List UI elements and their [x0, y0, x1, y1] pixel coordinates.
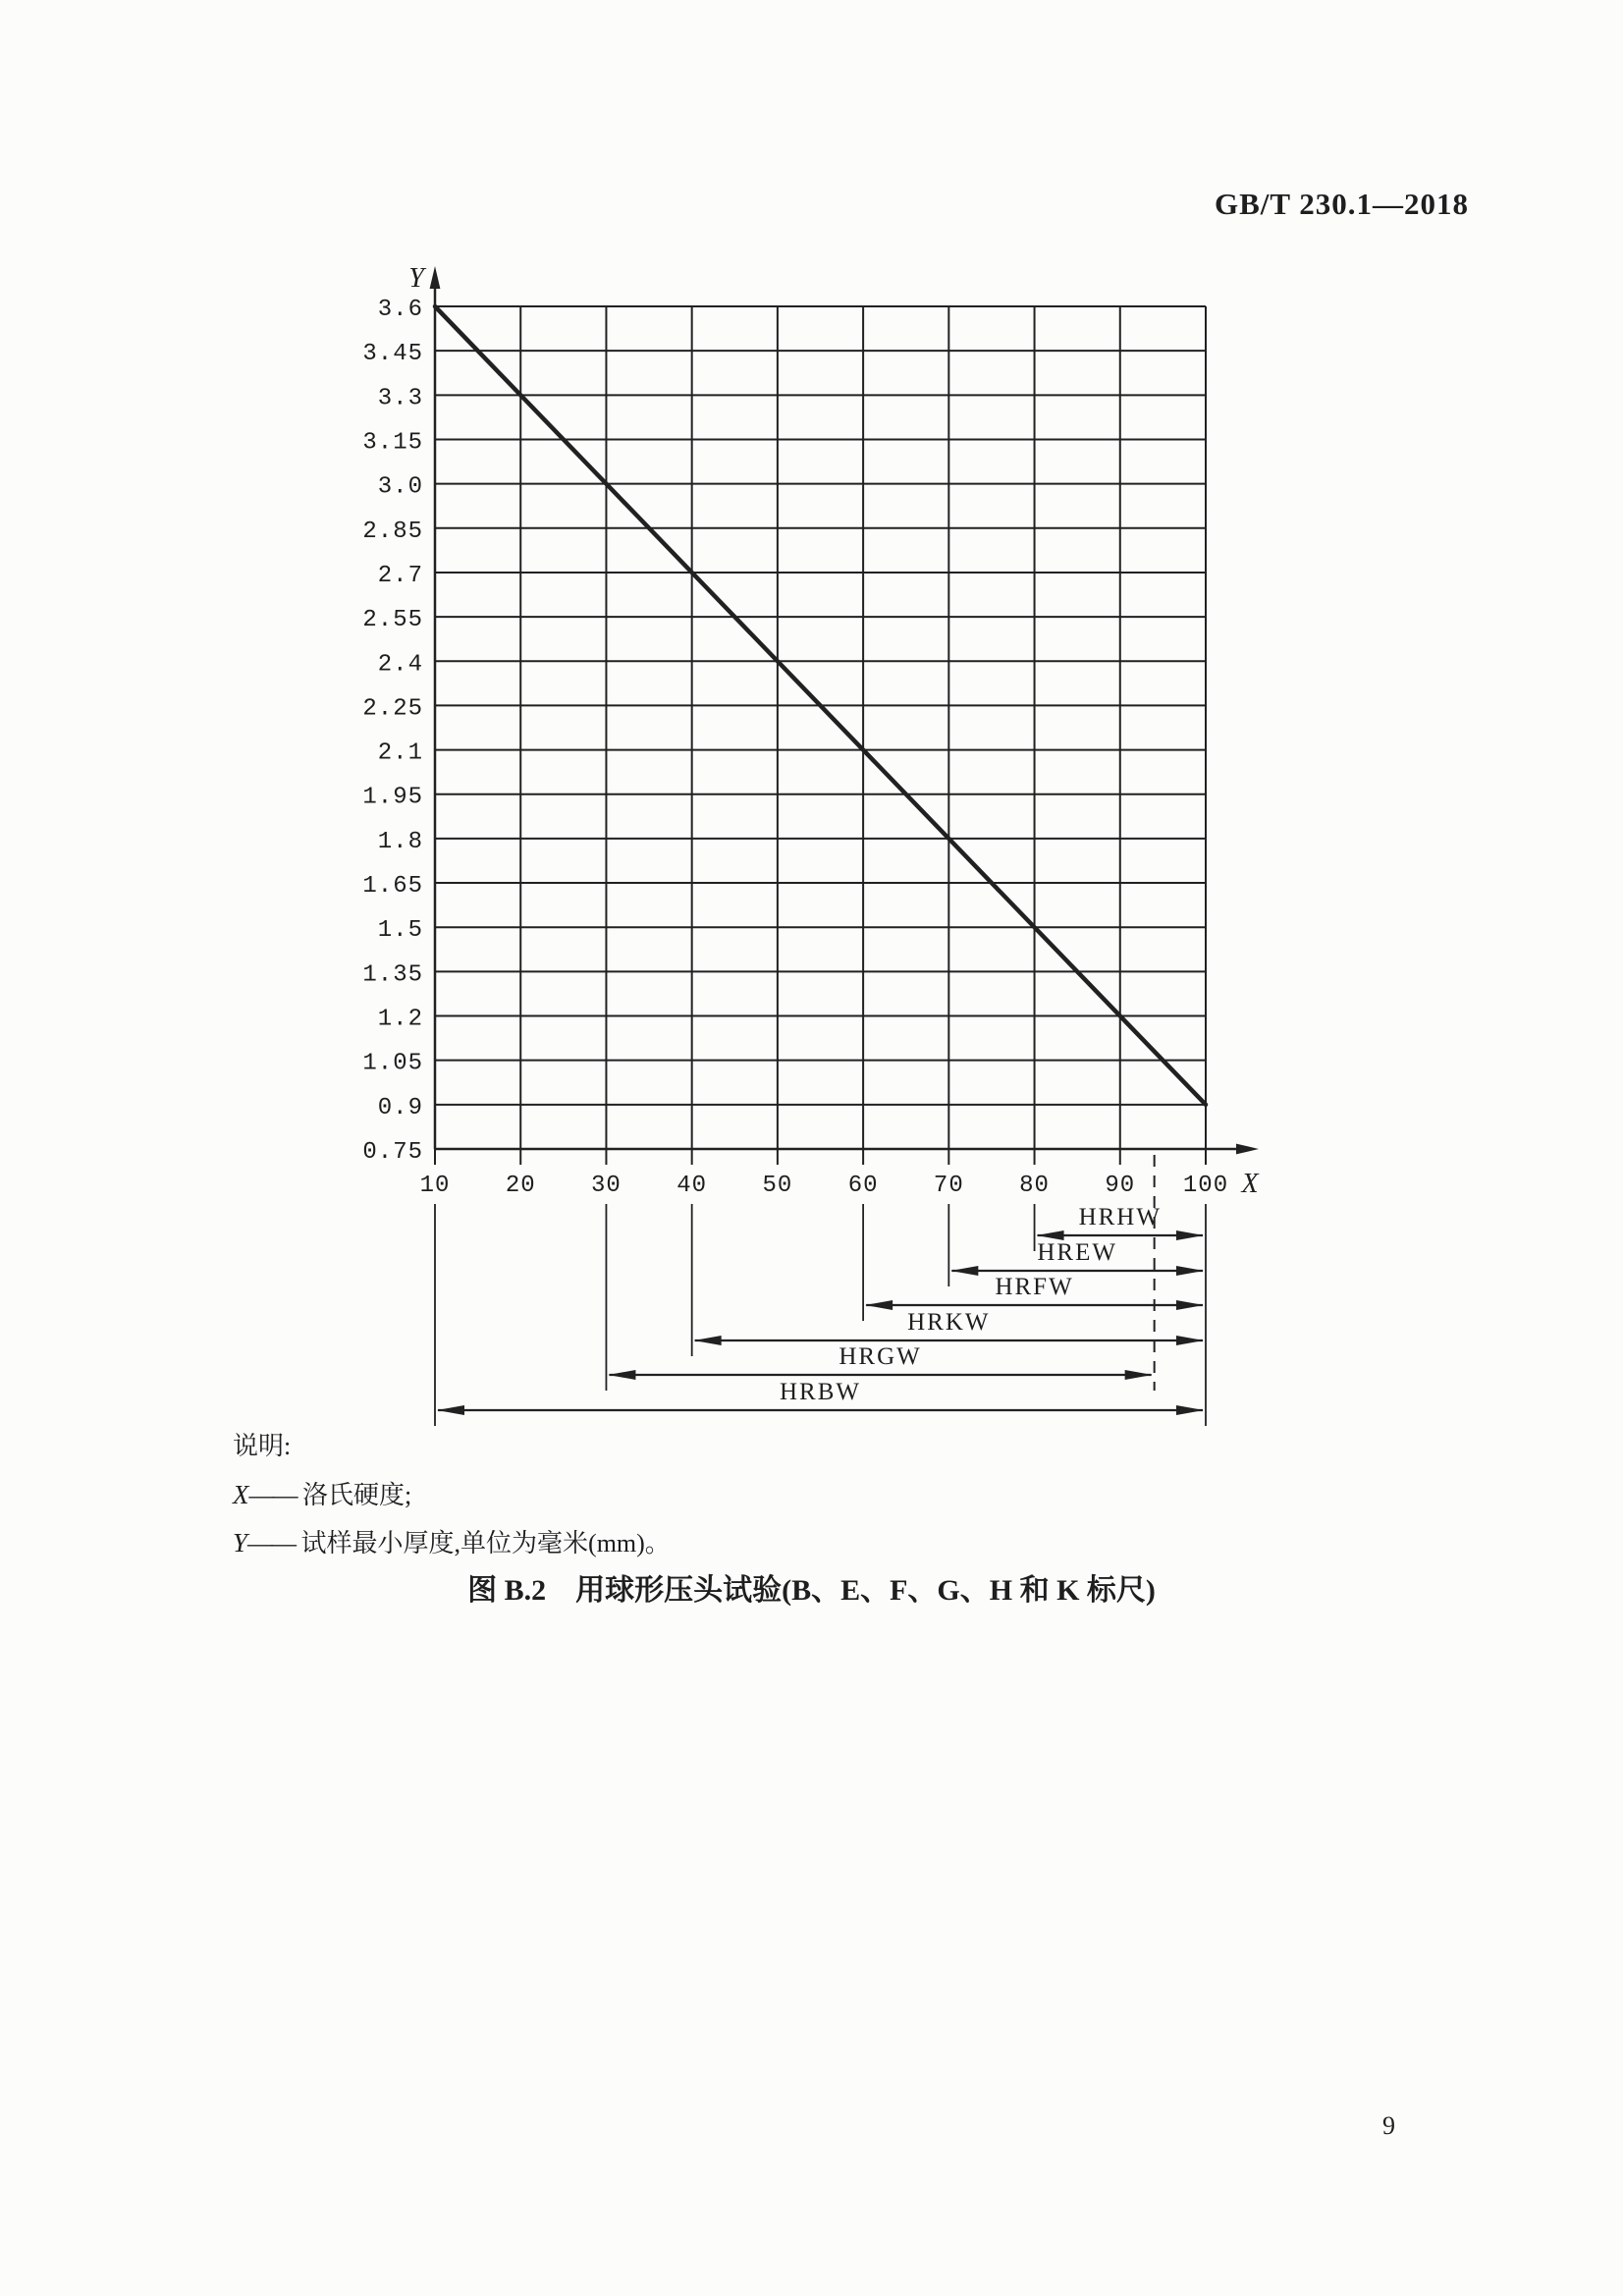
axes — [408, 263, 1259, 1199]
y-tick-label: 2.7 — [377, 562, 423, 589]
y-tick-label: 1.8 — [377, 828, 423, 855]
y-tick-label: 3.6 — [377, 297, 423, 323]
arrowhead — [950, 1266, 978, 1276]
y-tick-label: 3.3 — [377, 385, 423, 412]
y-tick-label: 1.95 — [362, 784, 423, 811]
y-tick-label: 1.5 — [377, 917, 423, 945]
legend-dash: —— — [248, 1481, 297, 1509]
arrowhead — [1125, 1370, 1153, 1380]
scale-range-label: HRKW — [907, 1309, 991, 1336]
legend-symbol-x: X — [233, 1480, 249, 1509]
y-tick-label: 3.15 — [362, 429, 423, 457]
scale-range-label: HRBW — [780, 1379, 861, 1405]
legend-symbol-y: Y — [233, 1528, 248, 1558]
x-tick-label: 20 — [505, 1173, 536, 1199]
x-tick-label: 70 — [933, 1173, 964, 1199]
arrowhead — [1176, 1405, 1204, 1415]
x-tick-label: 100 — [1182, 1173, 1229, 1199]
legend-item-y — [233, 1524, 671, 1562]
arrowhead — [694, 1336, 722, 1345]
arrowhead — [865, 1300, 893, 1310]
y-tick-label: 3.45 — [362, 341, 423, 368]
legend-text-y: 试样最小厚度,单位为毫米(mm)。 — [300, 1529, 671, 1558]
chart-legend — [233, 1426, 671, 1572]
page-number: 9 — [1382, 2111, 1395, 2140]
arrowhead — [1176, 1336, 1204, 1345]
tick-labels — [362, 297, 1228, 1199]
y-tick-label: 2.25 — [362, 695, 423, 723]
y-axis-label: Y — [408, 263, 424, 294]
y-tick-label: 1.2 — [377, 1006, 423, 1033]
standard-number: GB/T 230.1—2018 — [1215, 187, 1470, 221]
y-tick-label: 0.75 — [362, 1139, 423, 1166]
legend-dash: —— — [247, 1529, 296, 1558]
y-tick-label: 1.65 — [362, 873, 423, 901]
legend-title: 说明: — [233, 1432, 292, 1460]
scale-ranges — [435, 1155, 1206, 1426]
arrowhead — [1176, 1230, 1204, 1240]
y-tick-label: 2.1 — [377, 739, 423, 767]
legend-item-x — [233, 1476, 671, 1514]
scale-range-label: HRFW — [995, 1274, 1074, 1300]
x-tick-label: 50 — [762, 1173, 793, 1199]
y-tick-label: 2.85 — [362, 518, 423, 545]
x-tick-label: 90 — [1105, 1173, 1136, 1199]
y-tick-label: 1.05 — [362, 1050, 423, 1077]
arrowhead — [608, 1370, 635, 1380]
scale-range-label: HREW — [1037, 1239, 1117, 1266]
grid — [435, 306, 1206, 1149]
arrowhead — [1176, 1266, 1204, 1276]
x-tick-label: 40 — [676, 1173, 708, 1199]
x-tick-label: 80 — [1019, 1173, 1050, 1199]
y-tick-label: 3.0 — [377, 473, 423, 501]
y-tick-label: 2.4 — [377, 651, 423, 679]
x-tick-label: 10 — [419, 1173, 451, 1199]
y-axis-arrowhead — [430, 266, 441, 289]
scale-range-label: HRHW — [1078, 1204, 1162, 1230]
arrowhead — [437, 1405, 464, 1415]
scale-range-label: HRGW — [839, 1343, 922, 1370]
x-axis-label: X — [1241, 1169, 1259, 1199]
x-tick-label: 60 — [847, 1173, 879, 1199]
y-tick-label: 2.55 — [362, 607, 423, 634]
legend-text-x: 洛氏硬度; — [302, 1481, 412, 1509]
y-tick-label: 0.9 — [377, 1094, 423, 1121]
y-tick-label: 1.35 — [362, 961, 423, 989]
x-axis-arrowhead — [1236, 1144, 1259, 1155]
arrowhead — [1176, 1300, 1204, 1310]
x-tick-label: 30 — [591, 1173, 622, 1199]
figure-caption: 图 B.2 用球形压头试验(B、E、F、G、H 和 K 标尺) — [467, 1574, 1156, 1607]
